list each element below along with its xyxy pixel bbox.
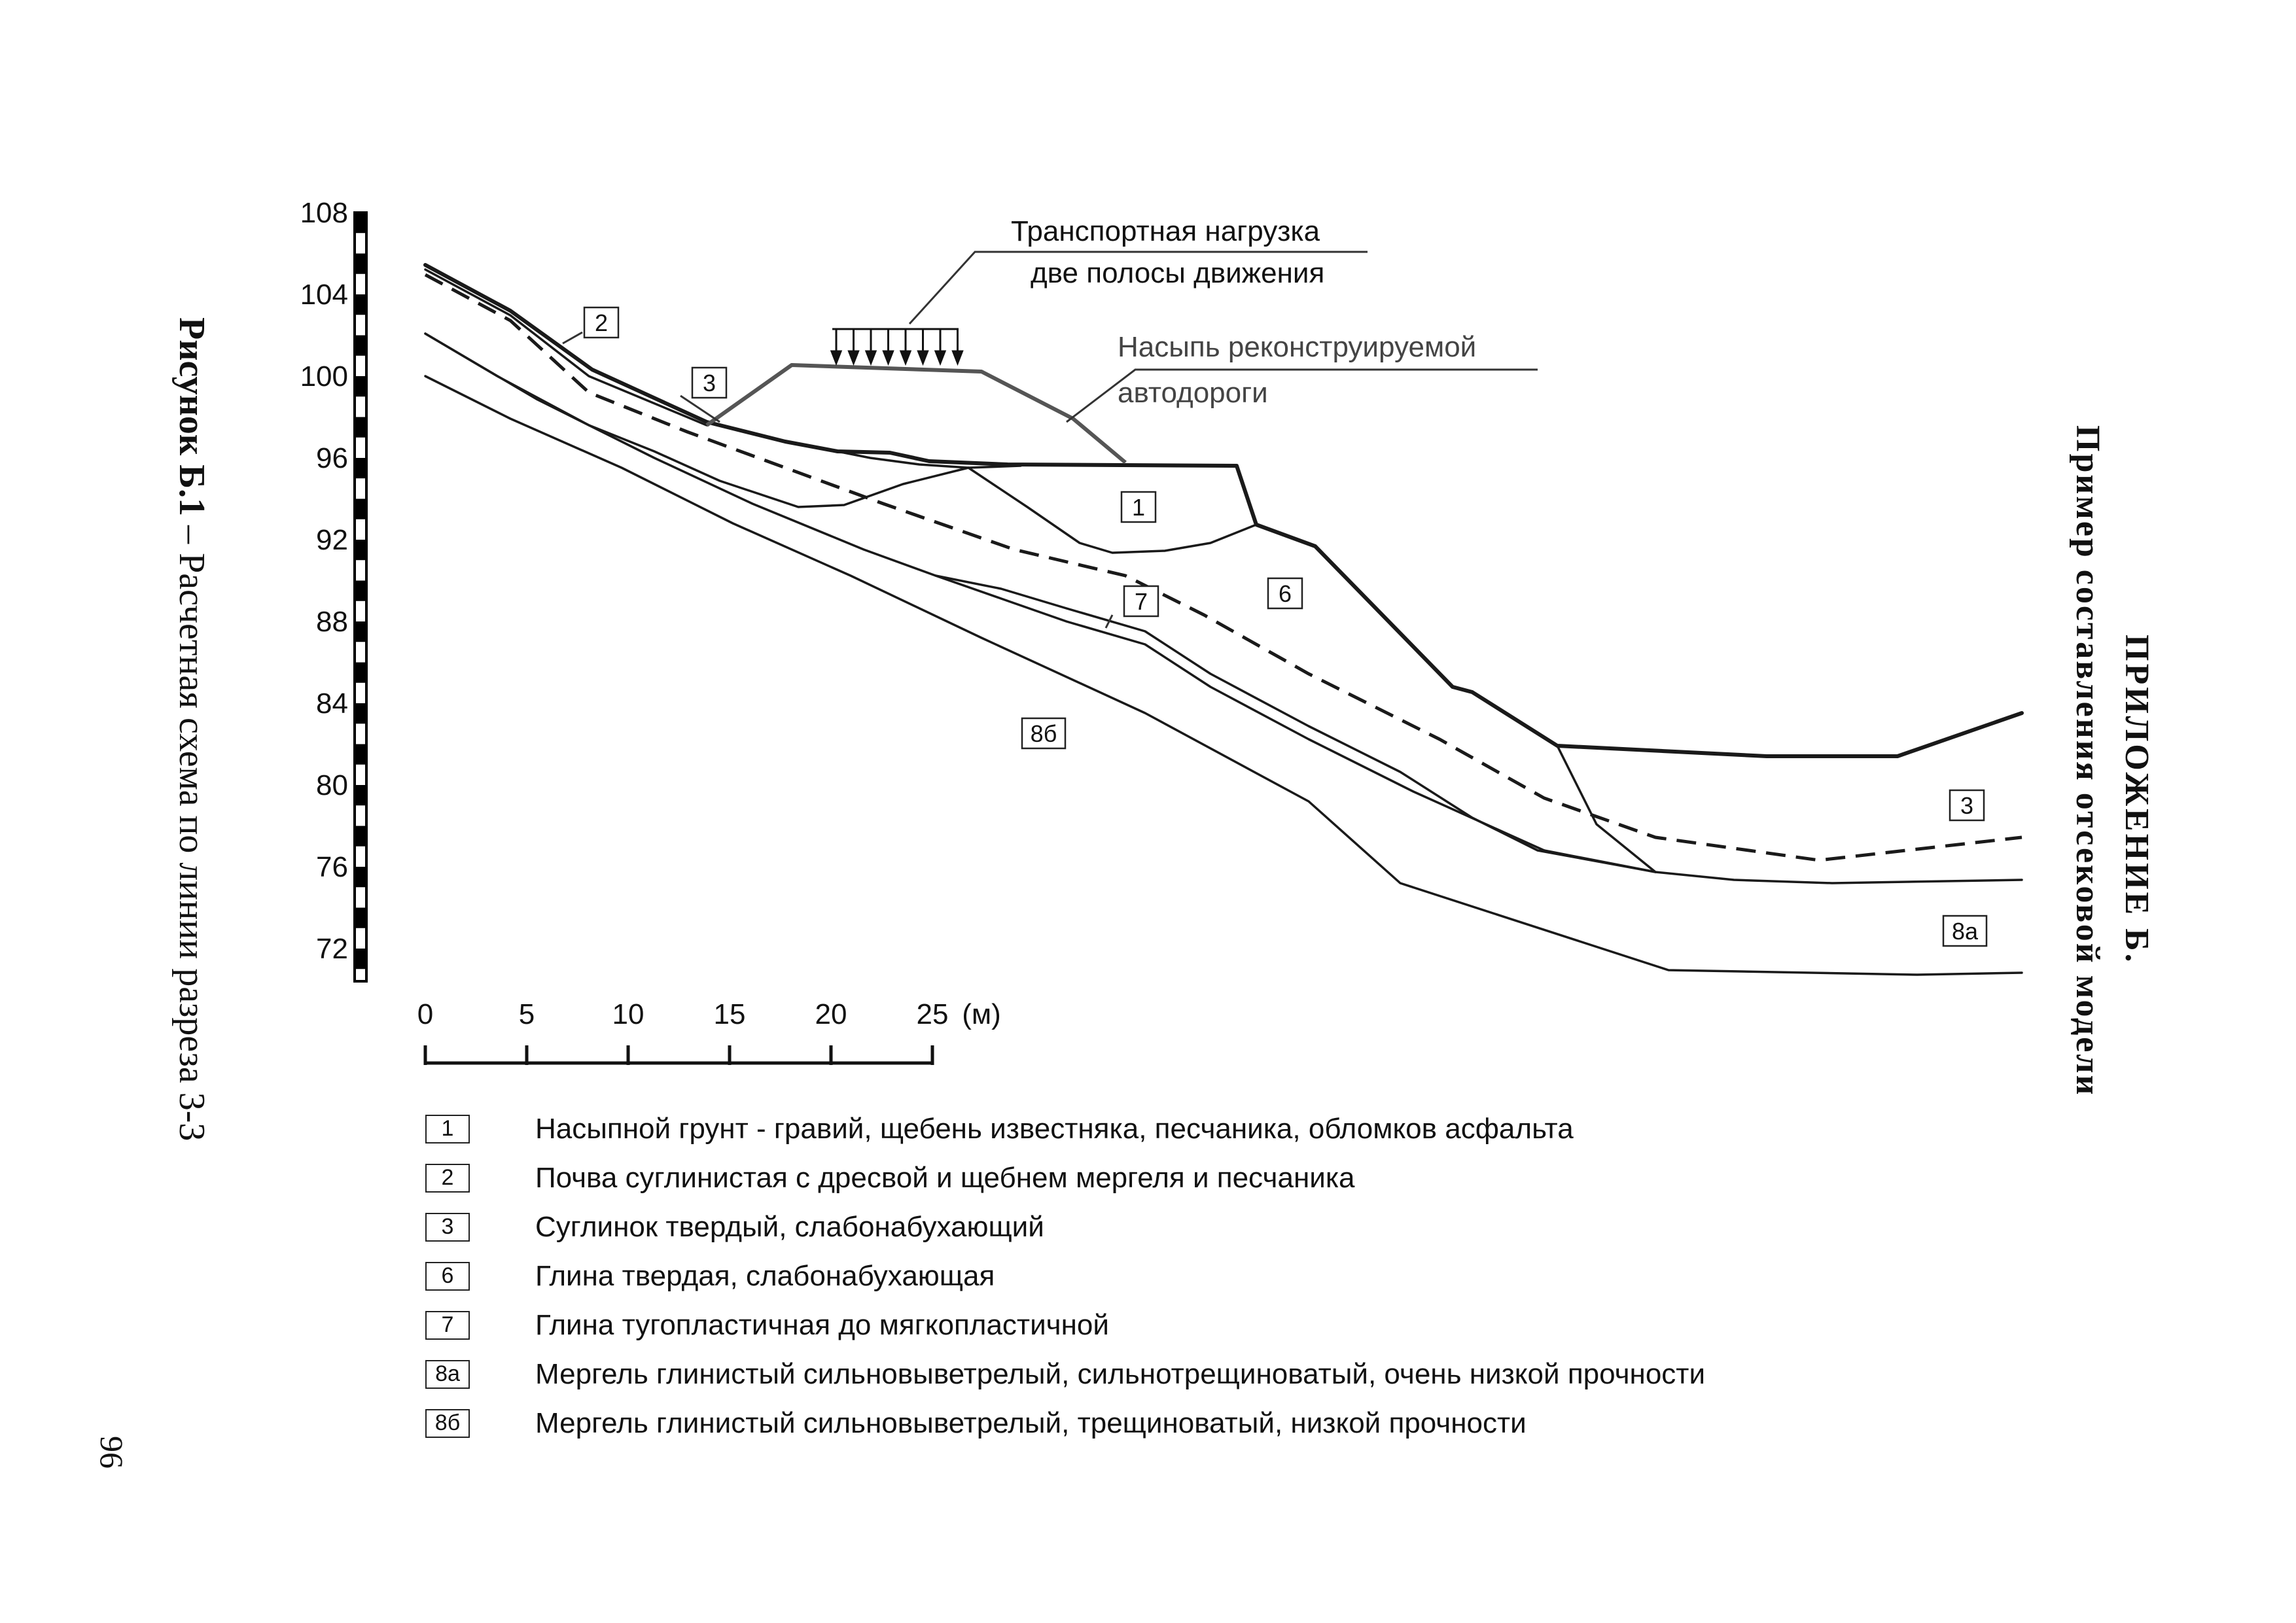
legend-code: 3: [425, 1213, 470, 1242]
scale-tick-15: 15: [713, 998, 746, 1030]
legend-code: 8б: [425, 1409, 470, 1438]
legend: [425, 1104, 1705, 1448]
ruler-segment: [355, 294, 366, 315]
elevation-label-100: 100: [300, 360, 348, 393]
ruler-segment: [355, 663, 366, 683]
ruler-segment: [355, 908, 366, 928]
legend-code: 6: [425, 1262, 470, 1291]
load-arrow-head: [919, 351, 928, 363]
scale-tick-20: 20: [815, 998, 847, 1030]
ruler-segment: [355, 417, 366, 438]
load-arrow-head: [884, 351, 893, 363]
elevation-label-76: 76: [316, 851, 348, 883]
scale-tick-10: 10: [612, 998, 645, 1030]
elevation-label-104: 104: [300, 279, 348, 311]
elevation-label-96: 96: [316, 442, 348, 474]
elevation-label-72: 72: [316, 933, 348, 965]
fill-1-lower-boundary: [968, 468, 1256, 553]
ruler-segment: [355, 621, 366, 642]
section-label-6: 6: [1278, 580, 1292, 607]
section-label-3-right: 3: [1960, 792, 1974, 819]
load-arrow-head: [832, 351, 841, 363]
load-arrow-head: [901, 351, 910, 363]
ruler-segment: [355, 703, 366, 724]
ruler-segment: [355, 458, 366, 478]
ruler-segment: [355, 254, 366, 274]
layer-2-leader-line: [563, 332, 582, 343]
legend-code: 2: [425, 1164, 470, 1193]
figure-caption-bold: Рисунок Б.1: [171, 317, 212, 517]
page-number: [93, 1436, 131, 1469]
legend-text: Почва суглинистая с дресвой и щебнем мергеля и песчаника: [535, 1161, 1355, 1194]
embankment-road-label: автодороги: [1118, 377, 1268, 409]
scale-unit: (м): [962, 998, 1001, 1030]
legend-code: 7: [425, 1311, 470, 1340]
scale-tick-25: 25: [916, 998, 949, 1030]
ruler-segment: [355, 376, 366, 396]
ruler-segment: [355, 581, 366, 601]
section-label-8b: 8б: [1030, 720, 1057, 747]
legend-text: Мергель глинистый сильновыветрелый, сильнотрещиноватый, очень низкой прочности: [535, 1357, 1706, 1390]
section-label-8a: 8а: [1951, 918, 1979, 945]
appendix-subtitle: [2068, 425, 2107, 1097]
section-label-7: 7: [1134, 588, 1148, 615]
embankment-outline: [707, 365, 1125, 462]
scale-bar: [425, 1045, 934, 1065]
legend-item: [425, 1350, 1705, 1399]
load-arrow-head: [866, 351, 875, 363]
legend-item: [425, 1399, 1705, 1448]
section-label-3-upper: 3: [702, 370, 716, 396]
elevation-label-92: 92: [316, 524, 348, 556]
transport-lanes-label: две полосы движения: [1031, 257, 1325, 289]
transport-load-label: Транспортная нагрузка: [1011, 215, 1320, 247]
legend-text: Глина твердая, слабонабухающая: [535, 1259, 995, 1292]
appendix-subtitle-text: Пример составления отсековой модели: [2069, 425, 2106, 1097]
legend-item: [425, 1153, 1705, 1202]
elevation-label-80: 80: [316, 769, 348, 801]
section-label-1: 1: [1131, 494, 1146, 521]
section-label-2: 2: [594, 309, 609, 336]
ruler-segment: [355, 336, 366, 356]
ruler-segment: [355, 744, 366, 765]
page-number-text: 96: [94, 1436, 130, 1469]
legend-text: Насыпной грунт - гравий, щебень известняка, песчаника, обломков асфальта: [535, 1112, 1574, 1145]
ruler-segment: [355, 213, 366, 233]
embankment-label: Насыпь реконструируемой: [1118, 331, 1477, 363]
figure-caption-text: – Расчетная схема по линии разреза 3-3: [171, 516, 212, 1142]
load-arrow-head: [936, 351, 945, 363]
legend-item: [425, 1300, 1705, 1350]
transport-load-arrows: [832, 329, 963, 363]
ruler-segment: [355, 867, 366, 887]
load-arrow-head: [849, 351, 858, 363]
legend-item: [425, 1104, 1705, 1153]
layer-7-upper-boundary: [425, 334, 1655, 872]
elevation-label-108: 108: [300, 197, 348, 229]
appendix-title: [2117, 635, 2156, 965]
legend-item: [425, 1202, 1705, 1251]
appendix-title-text: ПРИЛОЖЕНИЕ Б.: [2118, 635, 2155, 965]
legend-code: 8а: [425, 1360, 470, 1389]
elevation-ruler: [355, 213, 366, 981]
scale-tick-5: 5: [518, 998, 535, 1030]
elevation-label-88: 88: [316, 606, 348, 638]
elevation-label-84: 84: [316, 688, 348, 720]
legend-text: Глина тугопластичная до мягкопластичной: [535, 1308, 1109, 1341]
ruler-segment: [355, 540, 366, 560]
figure-caption: [171, 317, 213, 1141]
ruler-segment: [355, 499, 366, 519]
legend-code: 1: [425, 1115, 470, 1143]
ruler-segment: [355, 949, 366, 969]
legend-text: Мергель глинистый сильновыветрелый, трещиноватый, низкой прочности: [535, 1406, 1527, 1439]
scale-tick-0: 0: [417, 998, 434, 1030]
ruler-segment: [355, 785, 366, 805]
load-arrow-head: [953, 351, 963, 363]
ruler-segment: [355, 826, 366, 846]
legend-text: Суглинок твердый, слабонабухающий: [535, 1210, 1044, 1243]
layer-7-lower-boundary: [936, 576, 1544, 850]
legend-item: [425, 1251, 1705, 1300]
